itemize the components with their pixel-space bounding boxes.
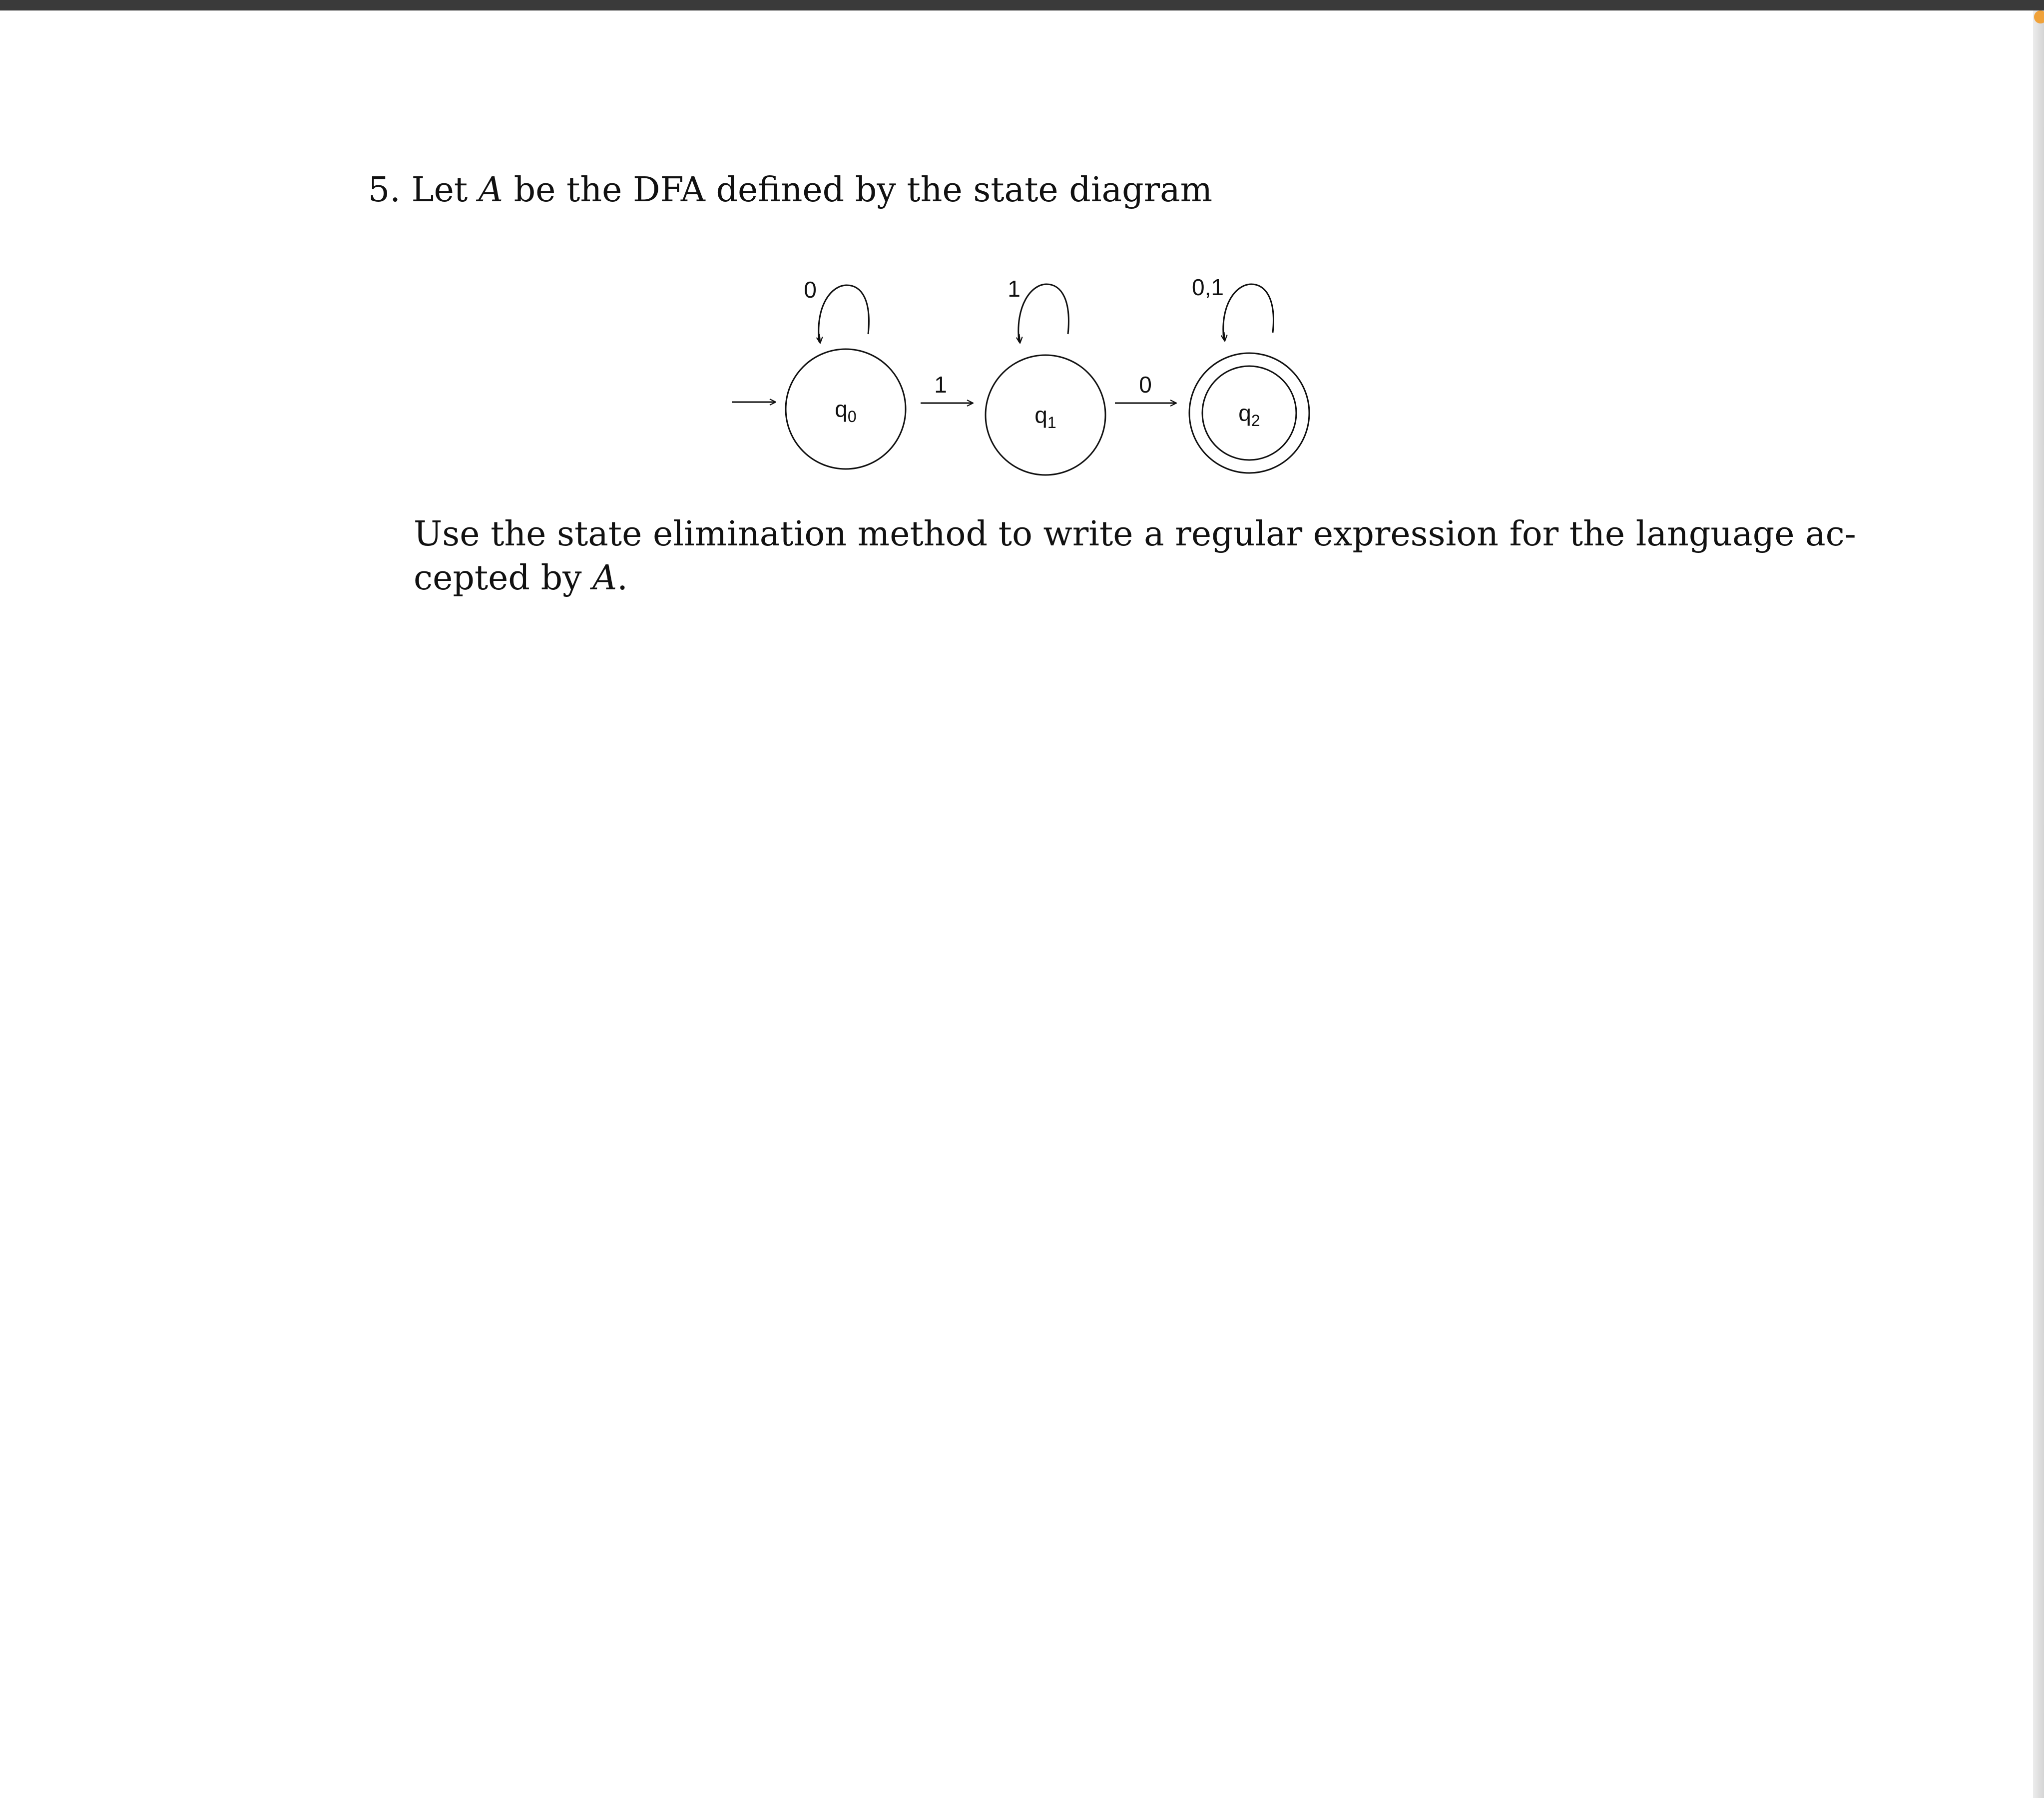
instruction-text [414, 512, 1856, 600]
loop-q2-arrowtip [1224, 332, 1225, 341]
edge-q0-q1-label: 1 [934, 372, 947, 398]
instruction-line-1: Use the state elimination method to write a regular expression for the language ac- [414, 514, 1856, 554]
indicator-dot-icon [2034, 10, 2044, 23]
loop-q2-label: 0,1 [1192, 274, 1224, 300]
problem-text-after: be the DFA defined by the state diagram [513, 170, 1213, 210]
loop-q1-arrowtip [1019, 334, 1020, 343]
instruction-line-2 [414, 556, 1752, 600]
loop-q1-label: 1 [1008, 276, 1021, 302]
state-q0 [786, 349, 906, 469]
loop-q2 [1223, 284, 1274, 340]
state-q0-label: $q_0$ [835, 396, 857, 426]
loop-q1 [1019, 284, 1069, 342]
state-q2-label: $q_2$ [1238, 400, 1260, 430]
window-top-bar [0, 0, 2044, 10]
problem-statement [368, 170, 1212, 210]
edge-q1-q2-label: 0 [1139, 372, 1152, 398]
instruction-line-2-before: cepted by [414, 558, 582, 598]
right-edge-strip [2033, 10, 2044, 1798]
state-q1-label: $q_1$ [1034, 402, 1056, 432]
loop-q0-arrowtip [819, 334, 820, 343]
document-page [0, 10, 2033, 1798]
problem-number: 5. [368, 170, 401, 210]
instruction-line-2-after: . [617, 558, 628, 598]
problem-text-before: Let [411, 170, 468, 210]
instruction-variable: A [592, 558, 617, 598]
state-q2 [1189, 353, 1309, 473]
state-q1 [986, 355, 1105, 475]
loop-q0-label: 0 [804, 277, 817, 303]
loop-q0 [819, 285, 869, 342]
dfa-state-diagram [699, 250, 1349, 510]
problem-variable: A [478, 170, 503, 210]
